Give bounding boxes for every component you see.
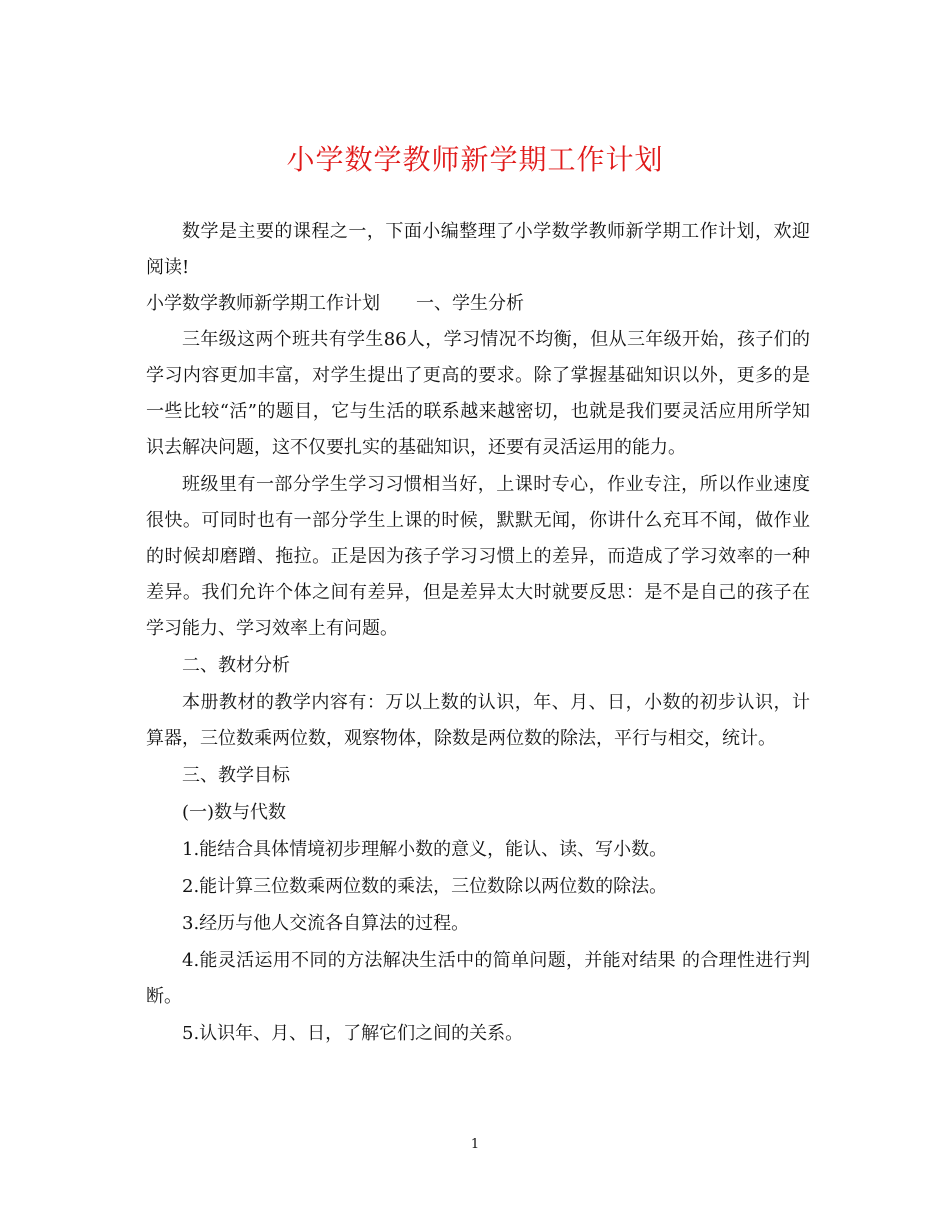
paragraph-intro: 数学是主要的课程之一，下面小编整理了小学数学教师新学期工作计划，欢迎阅读!	[146, 221, 810, 278]
heading-textbook-analysis: 二、教材分析	[182, 655, 290, 676]
paragraph-student-analysis-2: 班级里有一部分学生学习习惯相当好，上课时专心，作业专注，所以作业速度很快。可同时也有一部分学生上课的时候，默默无闻，你讲什么充耳不闻，做作业的时候却磨蹭、拖拉。正是因为孩子学习习惯上的差异，而造成了学习效率的一种差异。我们允许个体之间有差异，但是差异太大时就要反思：是不是自己的孩子在学习能力、学习效率上有问题。	[146, 474, 810, 639]
document-body	[146, 214, 810, 1052]
page-number: 1	[470, 1137, 480, 1152]
goal-item-4: 4.能灵活运用不同的方法解决生活中的简单问题，并能对结果 的合理性进行判断。	[146, 950, 810, 1007]
goal-item-3: 3.经历与他人交流各自算法的过程。	[182, 913, 470, 934]
heading-teaching-goals: 三、教学目标	[182, 765, 290, 786]
heading-numbers-algebra: (一)数与代数	[182, 802, 287, 823]
paragraph-student-analysis-1: 三年级这两个班共有学生86人，学习情况不均衡，但从三年级开始，孩子们的学习内容更加丰富，对学生提出了更高的要求。除了掌握基础知识以外，更多的是一些比较“活”的题目，它与生活的联系越来越密切，也就是我们要灵活应用所学知识去解决问题，这不仅要扎实的基础知识，还要有灵活运用的能力。	[146, 329, 810, 458]
document-title: 小学数学教师新学期工作计划	[286, 143, 664, 176]
paragraph-section-heading-student-analysis: 小学数学教师新学期工作计划 一、学生分析	[146, 293, 524, 314]
paragraph-textbook-content: 本册教材的教学内容有：万以上数的认识，年、月、日，小数的初步认识，计算器，三位数乘两位数，观察物体，除数是两位数的除法，平行与相交，统计。	[146, 692, 810, 749]
goal-item-5: 5.认识年、月、日，了解它们之间的关系。	[182, 1023, 524, 1044]
goal-item-1: 1.能结合具体情境初步理解小数的意义，能认、读、写小数。	[182, 839, 668, 860]
goal-item-2: 2.能计算三位数乘两位数的乘法，三位数除以两位数的除法。	[182, 876, 668, 897]
